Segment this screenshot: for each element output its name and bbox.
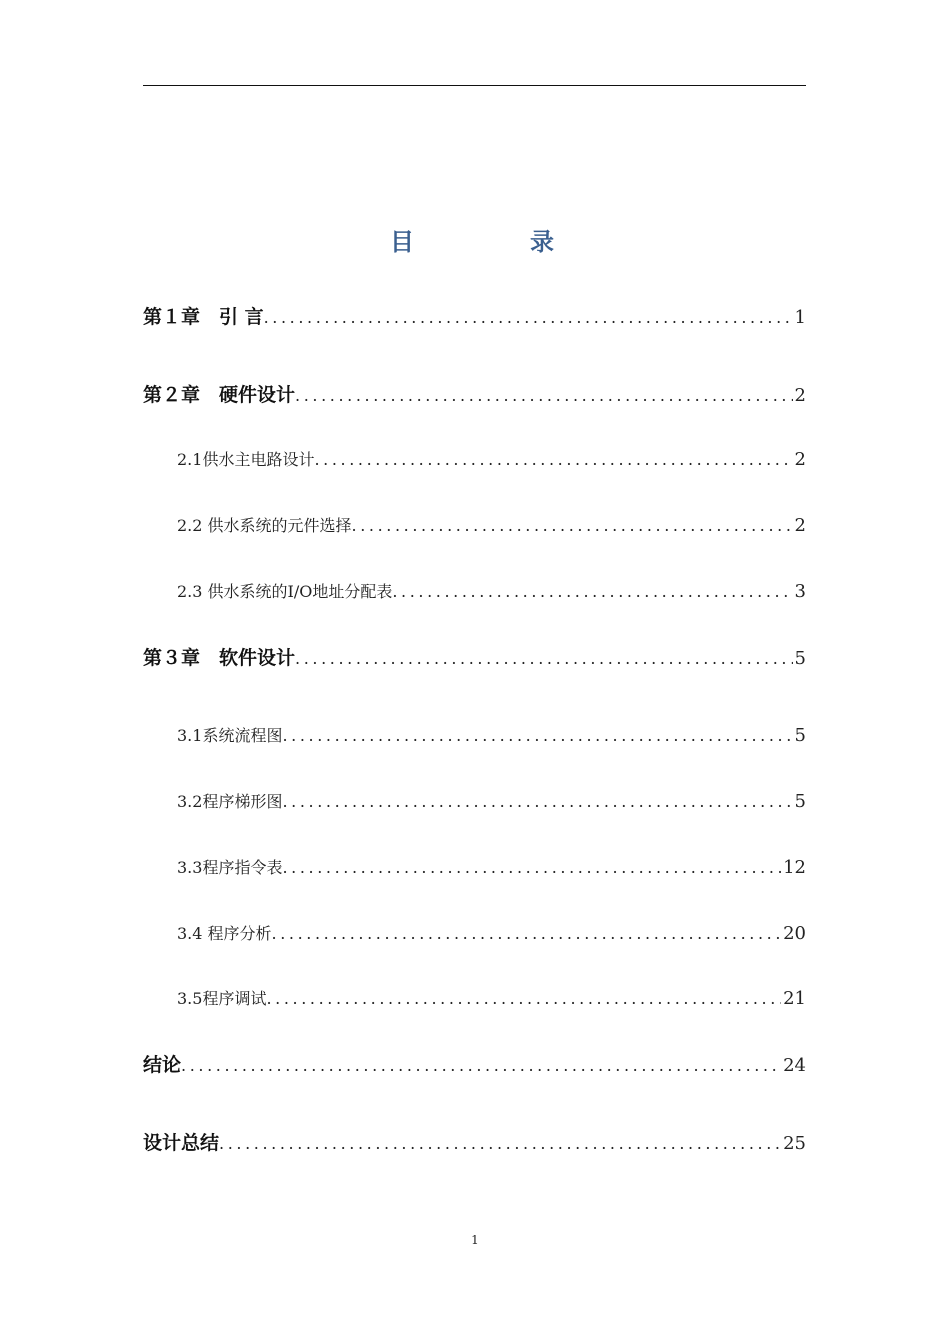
toc-entry-section-2-1[interactable] — [177, 447, 806, 470]
toc-entry-section-2-3[interactable] — [177, 579, 806, 602]
toc-entry-page: 3 — [794, 581, 806, 602]
toc-entry-page: 12 — [783, 857, 806, 878]
toc-entry-label: 第２章 硬件设计 — [143, 384, 296, 406]
toc-entry-page: 21 — [783, 988, 806, 1009]
toc-leader-dots — [352, 516, 793, 535]
toc-entry-conclusion[interactable] — [143, 1050, 806, 1077]
toc-entry-label: 2.1供水主电路设计 — [177, 450, 315, 469]
toc-entry-chapter-1[interactable] — [143, 302, 806, 329]
toc-entry-section-3-2[interactable] — [177, 789, 806, 812]
toc-entry-section-3-3[interactable] — [177, 855, 806, 878]
toc-entry-section-3-5[interactable] — [177, 986, 806, 1009]
toc-leader-dots — [392, 582, 792, 601]
toc-entry-page: 24 — [783, 1055, 806, 1076]
toc-leader-dots — [295, 386, 793, 405]
toc-leader-dots — [219, 1134, 781, 1153]
toc-leader-dots — [314, 450, 792, 469]
toc-title: 目 录 — [390, 228, 600, 256]
toc-entry-section-3-4[interactable] — [177, 921, 806, 944]
toc-entry-design-summary[interactable] — [143, 1128, 806, 1155]
toc-leader-dots — [282, 858, 781, 877]
toc-leader-dots — [272, 924, 782, 943]
toc-entry-page: 5 — [794, 725, 806, 746]
toc-leader-dots — [295, 649, 793, 668]
toc-leader-dots — [264, 308, 793, 327]
toc-entry-section-2-2[interactable] — [177, 513, 806, 536]
toc-entry-page: 20 — [783, 923, 806, 944]
toc-entry-label: 2.2 供水系统的元件选择 — [177, 516, 352, 535]
toc-leader-dots — [282, 792, 792, 811]
toc-entry-label: 3.4 程序分析 — [177, 924, 272, 943]
toc-entry-page: 1 — [794, 307, 806, 328]
toc-entry-label: 3.1系统流程图 — [177, 726, 283, 745]
footer-page-number: 1 — [471, 1233, 479, 1247]
toc-entry-chapter-3[interactable] — [143, 643, 806, 670]
toc-entry-section-3-1[interactable] — [177, 723, 806, 746]
toc-entry-label: 3.3程序指令表 — [177, 858, 283, 877]
toc-entry-page: 2 — [794, 515, 806, 536]
toc-entry-page: 5 — [794, 791, 806, 812]
toc-entry-chapter-2[interactable] — [143, 380, 806, 407]
toc-entry-label: 第３章 软件设计 — [143, 647, 296, 669]
toc-entry-page: 2 — [794, 385, 806, 406]
header-rule — [143, 85, 806, 86]
toc-entry-page: 25 — [783, 1133, 806, 1154]
toc-leader-dots — [181, 1056, 781, 1075]
toc-entry-label: 第１章 引 言 — [143, 306, 264, 328]
toc-entry-page: 2 — [794, 449, 806, 470]
toc-leader-dots — [282, 726, 792, 745]
toc-entry-label: 设计总结 — [143, 1132, 220, 1154]
toc-entry-page: 5 — [794, 648, 806, 669]
toc-entry-label: 3.5程序调试 — [177, 989, 267, 1008]
toc-entry-label: 2.3 供水系统的I/O地址分配表 — [177, 582, 393, 601]
toc-leader-dots — [266, 989, 781, 1008]
toc-entry-label: 3.2程序梯形图 — [177, 792, 283, 811]
toc-entry-label: 结论 — [143, 1054, 182, 1076]
